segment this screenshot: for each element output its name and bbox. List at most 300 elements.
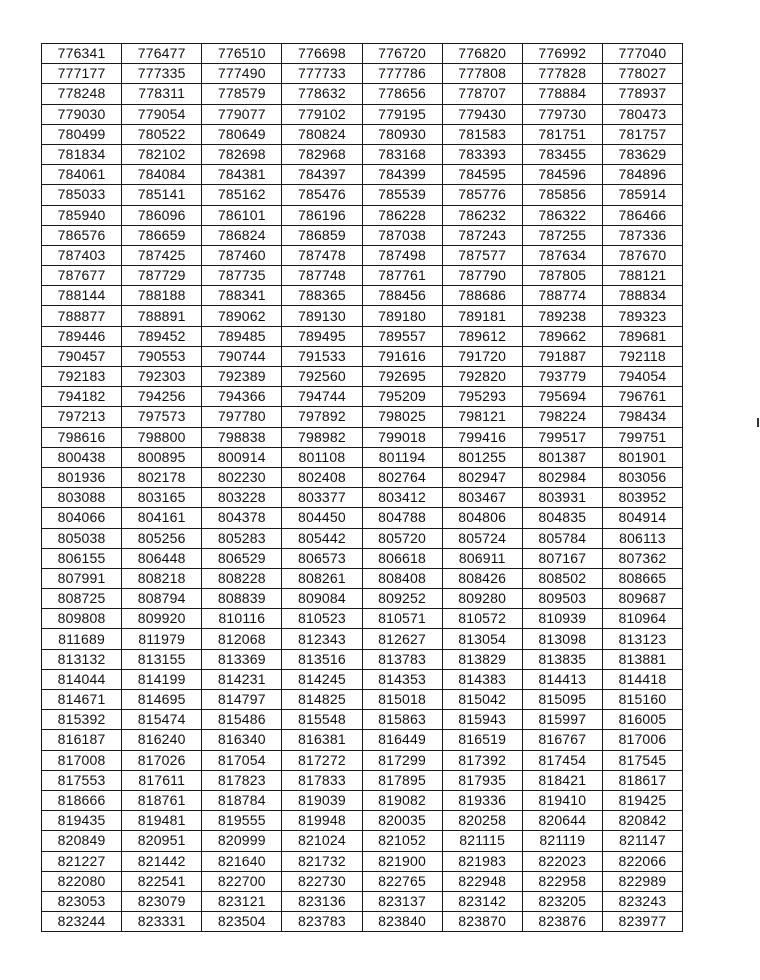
table-cell: 804806 <box>442 508 522 528</box>
table-cell: 822066 <box>602 851 682 871</box>
table-cell: 797780 <box>202 407 282 427</box>
table-row <box>42 770 683 790</box>
table-cell: 798434 <box>602 407 682 427</box>
table-cell: 813098 <box>522 629 602 649</box>
table-cell: 808261 <box>282 568 362 588</box>
table-cell: 813783 <box>362 649 442 669</box>
table-cell: 792303 <box>122 367 202 387</box>
table-row <box>42 912 683 932</box>
table-cell: 802230 <box>202 467 282 487</box>
table-cell: 814383 <box>442 669 522 689</box>
table-cell: 814199 <box>122 669 202 689</box>
table-cell: 817026 <box>122 750 202 770</box>
table-cell: 823504 <box>202 912 282 932</box>
table-cell: 801936 <box>42 467 122 487</box>
table-cell: 787336 <box>602 225 682 245</box>
table-row <box>42 467 683 487</box>
page-edge-mark <box>757 418 759 427</box>
table-cell: 816340 <box>202 730 282 750</box>
table-row <box>42 266 683 286</box>
table-cell: 789557 <box>362 326 442 346</box>
table-cell: 804066 <box>42 508 122 528</box>
table-cell: 789446 <box>42 326 122 346</box>
table-cell: 814231 <box>202 669 282 689</box>
table-cell: 794256 <box>122 387 202 407</box>
table-row <box>42 144 683 164</box>
table-cell: 817823 <box>202 770 282 790</box>
table-cell: 815392 <box>42 710 122 730</box>
table-cell: 784381 <box>202 165 282 185</box>
table-cell: 817272 <box>282 750 362 770</box>
number-table <box>41 43 683 932</box>
table-cell: 807362 <box>602 548 682 568</box>
table-cell: 788341 <box>202 286 282 306</box>
table-cell: 806113 <box>602 528 682 548</box>
table-cell: 801108 <box>282 447 362 467</box>
table-cell: 809503 <box>522 589 602 609</box>
table-row <box>42 528 683 548</box>
table-cell: 815160 <box>602 690 682 710</box>
table-cell: 821900 <box>362 851 442 871</box>
table-cell: 795694 <box>522 387 602 407</box>
table-cell: 817545 <box>602 750 682 770</box>
table-cell: 789495 <box>282 326 362 346</box>
table-cell: 810116 <box>202 609 282 629</box>
table-cell: 809280 <box>442 589 522 609</box>
table-row <box>42 629 683 649</box>
table-cell: 820842 <box>602 811 682 831</box>
table-cell: 793779 <box>522 367 602 387</box>
table-cell: 785940 <box>42 205 122 225</box>
table-cell: 777490 <box>202 64 282 84</box>
table-cell: 817833 <box>282 770 362 790</box>
table-cell: 803952 <box>602 488 682 508</box>
table-cell: 781757 <box>602 124 682 144</box>
table-row <box>42 306 683 326</box>
table-cell: 822989 <box>602 871 682 891</box>
table-cell: 815042 <box>442 690 522 710</box>
table-row <box>42 64 683 84</box>
table-cell: 814353 <box>362 669 442 689</box>
table-cell: 818421 <box>522 770 602 790</box>
table-cell: 787634 <box>522 245 602 265</box>
table-cell: 820849 <box>42 831 122 851</box>
table-cell: 799018 <box>362 427 442 447</box>
table-cell: 789181 <box>442 306 522 326</box>
table-cell: 790457 <box>42 346 122 366</box>
table-cell: 817054 <box>202 750 282 770</box>
table-cell: 817553 <box>42 770 122 790</box>
table-row <box>42 488 683 508</box>
table-cell: 784595 <box>442 165 522 185</box>
table-cell: 821442 <box>122 851 202 871</box>
table-cell: 799751 <box>602 427 682 447</box>
table-cell: 823053 <box>42 891 122 911</box>
table-cell: 819435 <box>42 811 122 831</box>
table-cell: 817392 <box>442 750 522 770</box>
table-cell: 822958 <box>522 871 602 891</box>
table-cell: 813516 <box>282 649 362 669</box>
table-cell: 778027 <box>602 64 682 84</box>
table-cell: 803228 <box>202 488 282 508</box>
table-row <box>42 185 683 205</box>
table-cell: 814695 <box>122 690 202 710</box>
table-cell: 788121 <box>602 266 682 286</box>
table-cell: 781834 <box>42 144 122 164</box>
table-cell: 787403 <box>42 245 122 265</box>
table-cell: 802984 <box>522 467 602 487</box>
table-cell: 792118 <box>602 346 682 366</box>
table-cell: 823137 <box>362 891 442 911</box>
table-cell: 819410 <box>522 790 602 810</box>
table-cell: 822541 <box>122 871 202 891</box>
table-cell: 822023 <box>522 851 602 871</box>
table-cell: 798838 <box>202 427 282 447</box>
table-cell: 779030 <box>42 104 122 124</box>
table-cell: 818761 <box>122 790 202 810</box>
table-cell: 778632 <box>282 84 362 104</box>
table-cell: 803467 <box>442 488 522 508</box>
table-cell: 792820 <box>442 367 522 387</box>
table-cell: 782102 <box>122 144 202 164</box>
table-cell: 804450 <box>282 508 362 528</box>
table-cell: 803165 <box>122 488 202 508</box>
table-cell: 803088 <box>42 488 122 508</box>
table-row <box>42 225 683 245</box>
table-cell: 786659 <box>122 225 202 245</box>
table-cell: 812068 <box>202 629 282 649</box>
table-row <box>42 104 683 124</box>
table-cell: 823079 <box>122 891 202 911</box>
table-cell: 810939 <box>522 609 602 629</box>
table-cell: 797213 <box>42 407 122 427</box>
table-cell: 821052 <box>362 831 442 851</box>
table-cell: 822948 <box>442 871 522 891</box>
table-cell: 788774 <box>522 286 602 306</box>
table-cell: 779102 <box>282 104 362 124</box>
table-cell: 810571 <box>362 609 442 629</box>
table-cell: 821119 <box>522 831 602 851</box>
table-cell: 778884 <box>522 84 602 104</box>
table-cell: 785476 <box>282 185 362 205</box>
table-row <box>42 811 683 831</box>
table-row <box>42 609 683 629</box>
table-cell: 815943 <box>442 710 522 730</box>
table-cell: 785914 <box>602 185 682 205</box>
table-cell: 786824 <box>202 225 282 245</box>
table-cell: 786228 <box>362 205 442 225</box>
table-cell: 789485 <box>202 326 282 346</box>
table-cell: 823121 <box>202 891 282 911</box>
table-cell: 808218 <box>122 568 202 588</box>
table-cell: 802408 <box>282 467 362 487</box>
table-cell: 809920 <box>122 609 202 629</box>
table-cell: 814245 <box>282 669 362 689</box>
table-cell: 816519 <box>442 730 522 750</box>
table-cell: 791887 <box>522 346 602 366</box>
table-cell: 790744 <box>202 346 282 366</box>
table-cell: 781583 <box>442 124 522 144</box>
table-row <box>42 367 683 387</box>
table-cell: 786466 <box>602 205 682 225</box>
table-cell: 777828 <box>522 64 602 84</box>
table-cell: 784896 <box>602 165 682 185</box>
table-cell: 813835 <box>522 649 602 669</box>
table-cell: 821024 <box>282 831 362 851</box>
table-cell: 787255 <box>522 225 602 245</box>
table-cell: 776477 <box>122 44 202 64</box>
table-cell: 809687 <box>602 589 682 609</box>
table-cell: 805784 <box>522 528 602 548</box>
table-cell: 777177 <box>42 64 122 84</box>
table-cell: 787677 <box>42 266 122 286</box>
table-cell: 797573 <box>122 407 202 427</box>
table-row <box>42 84 683 104</box>
table-cell: 798616 <box>42 427 122 447</box>
table-cell: 816187 <box>42 730 122 750</box>
table-cell: 787761 <box>362 266 442 286</box>
table-cell: 804835 <box>522 508 602 528</box>
table-row <box>42 387 683 407</box>
table-cell: 787460 <box>202 245 282 265</box>
table-row <box>42 851 683 871</box>
table-cell: 798224 <box>522 407 602 427</box>
table-cell: 812627 <box>362 629 442 649</box>
table-cell: 786232 <box>442 205 522 225</box>
table-cell: 815863 <box>362 710 442 730</box>
table-cell: 778579 <box>202 84 282 104</box>
table-cell: 820035 <box>362 811 442 831</box>
table-cell: 798982 <box>282 427 362 447</box>
table-cell: 797892 <box>282 407 362 427</box>
table-cell: 803412 <box>362 488 442 508</box>
table-cell: 795209 <box>362 387 442 407</box>
table-cell: 823977 <box>602 912 682 932</box>
table-cell: 784061 <box>42 165 122 185</box>
table-cell: 786576 <box>42 225 122 245</box>
table-cell: 815095 <box>522 690 602 710</box>
table-cell: 814413 <box>522 669 602 689</box>
table-cell: 814825 <box>282 690 362 710</box>
table-row <box>42 44 683 64</box>
table-cell: 814671 <box>42 690 122 710</box>
table-cell: 789612 <box>442 326 522 346</box>
table-row <box>42 165 683 185</box>
table-cell: 792389 <box>202 367 282 387</box>
table-cell: 788686 <box>442 286 522 306</box>
table-cell: 800914 <box>202 447 282 467</box>
table-cell: 801255 <box>442 447 522 467</box>
table-cell: 823876 <box>522 912 602 932</box>
table-cell: 817611 <box>122 770 202 790</box>
table-cell: 817008 <box>42 750 122 770</box>
table-cell: 777335 <box>122 64 202 84</box>
table-cell: 787243 <box>442 225 522 245</box>
table-cell: 798121 <box>442 407 522 427</box>
table-cell: 788891 <box>122 306 202 326</box>
table-cell: 820999 <box>202 831 282 851</box>
table-cell: 787478 <box>282 245 362 265</box>
table-cell: 796761 <box>602 387 682 407</box>
table-row <box>42 447 683 467</box>
table-row <box>42 205 683 225</box>
table-cell: 790553 <box>122 346 202 366</box>
table-cell: 787729 <box>122 266 202 286</box>
table-cell: 785141 <box>122 185 202 205</box>
table-cell: 815474 <box>122 710 202 730</box>
table-cell: 808794 <box>122 589 202 609</box>
table-cell: 816240 <box>122 730 202 750</box>
table-cell: 804378 <box>202 508 282 528</box>
table-cell: 786196 <box>282 205 362 225</box>
table-cell: 808408 <box>362 568 442 588</box>
table-cell: 786322 <box>522 205 602 225</box>
table-cell: 782968 <box>282 144 362 164</box>
table-cell: 787670 <box>602 245 682 265</box>
table-cell: 810523 <box>282 609 362 629</box>
table-cell: 789062 <box>202 306 282 326</box>
table-row <box>42 690 683 710</box>
table-cell: 809808 <box>42 609 122 629</box>
table-cell: 787425 <box>122 245 202 265</box>
table-cell: 776341 <box>42 44 122 64</box>
table-cell: 820644 <box>522 811 602 831</box>
table-cell: 823783 <box>282 912 362 932</box>
table-cell: 784596 <box>522 165 602 185</box>
table-cell: 811979 <box>122 629 202 649</box>
table-cell: 780522 <box>122 124 202 144</box>
table-row <box>42 508 683 528</box>
table-cell: 799517 <box>522 427 602 447</box>
table-cell: 804161 <box>122 508 202 528</box>
table-cell: 807991 <box>42 568 122 588</box>
table-cell: 817935 <box>442 770 522 790</box>
table-cell: 822765 <box>362 871 442 891</box>
table-cell: 798800 <box>122 427 202 447</box>
table-cell: 819082 <box>362 790 442 810</box>
table-cell: 815486 <box>202 710 282 730</box>
table-cell: 801194 <box>362 447 442 467</box>
table-cell: 788188 <box>122 286 202 306</box>
table-cell: 814044 <box>42 669 122 689</box>
table-row <box>42 871 683 891</box>
table-cell: 777808 <box>442 64 522 84</box>
table-cell: 776992 <box>522 44 602 64</box>
table-cell: 817006 <box>602 730 682 750</box>
table-cell: 780649 <box>202 124 282 144</box>
table-cell: 813829 <box>442 649 522 669</box>
table-cell: 786859 <box>282 225 362 245</box>
table-row <box>42 790 683 810</box>
table-cell: 776720 <box>362 44 442 64</box>
table-cell: 800895 <box>122 447 202 467</box>
table-cell: 794744 <box>282 387 362 407</box>
table-cell: 822730 <box>282 871 362 891</box>
table-cell: 791533 <box>282 346 362 366</box>
table-cell: 780499 <box>42 124 122 144</box>
table-row <box>42 326 683 346</box>
table-row <box>42 710 683 730</box>
table-row <box>42 649 683 669</box>
table-cell: 823142 <box>442 891 522 911</box>
table-cell: 813369 <box>202 649 282 669</box>
table-cell: 808502 <box>522 568 602 588</box>
table-cell: 812343 <box>282 629 362 649</box>
table-cell: 792560 <box>282 367 362 387</box>
table-cell: 805720 <box>362 528 442 548</box>
table-cell: 822080 <box>42 871 122 891</box>
table-cell: 785776 <box>442 185 522 205</box>
table-cell: 788144 <box>42 286 122 306</box>
table-cell: 792695 <box>362 367 442 387</box>
table-row <box>42 427 683 447</box>
table-cell: 806911 <box>442 548 522 568</box>
table-cell: 823840 <box>362 912 442 932</box>
table-cell: 779195 <box>362 104 442 124</box>
table-cell: 809084 <box>282 589 362 609</box>
table-row <box>42 669 683 689</box>
table-cell: 784084 <box>122 165 202 185</box>
table-cell: 777786 <box>362 64 442 84</box>
table-cell: 819425 <box>602 790 682 810</box>
table-cell: 811689 <box>42 629 122 649</box>
table-row <box>42 548 683 568</box>
table-cell: 795293 <box>442 387 522 407</box>
table-cell: 787805 <box>522 266 602 286</box>
table-cell: 779430 <box>442 104 522 124</box>
table-cell: 778656 <box>362 84 442 104</box>
table-cell: 810572 <box>442 609 522 629</box>
table-cell: 823136 <box>282 891 362 911</box>
table-cell: 776510 <box>202 44 282 64</box>
table-cell: 800438 <box>42 447 122 467</box>
table-cell: 789238 <box>522 306 602 326</box>
table-cell: 815548 <box>282 710 362 730</box>
table-cell: 778248 <box>42 84 122 104</box>
table-cell: 813054 <box>442 629 522 649</box>
table-cell: 818666 <box>42 790 122 810</box>
table-cell: 819948 <box>282 811 362 831</box>
table-cell: 823243 <box>602 891 682 911</box>
table-cell: 788877 <box>42 306 122 326</box>
table-cell: 806529 <box>202 548 282 568</box>
table-cell: 802178 <box>122 467 202 487</box>
table-cell: 780824 <box>282 124 362 144</box>
table-cell: 782698 <box>202 144 282 164</box>
number-table-body <box>42 44 683 932</box>
table-cell: 787038 <box>362 225 442 245</box>
table-cell: 778937 <box>602 84 682 104</box>
table-cell: 820258 <box>442 811 522 831</box>
table-cell: 799416 <box>442 427 522 447</box>
table-cell: 804788 <box>362 508 442 528</box>
table-cell: 808665 <box>602 568 682 588</box>
table-cell: 817895 <box>362 770 442 790</box>
table-cell: 817454 <box>522 750 602 770</box>
table-cell: 789681 <box>602 326 682 346</box>
table-cell: 791616 <box>362 346 442 366</box>
table-cell: 785033 <box>42 185 122 205</box>
table-cell: 789323 <box>602 306 682 326</box>
table-cell: 776820 <box>442 44 522 64</box>
table-row <box>42 730 683 750</box>
table-cell: 805724 <box>442 528 522 548</box>
table-cell: 785162 <box>202 185 282 205</box>
table-cell: 791720 <box>442 346 522 366</box>
table-cell: 808839 <box>202 589 282 609</box>
table-cell: 783455 <box>522 144 602 164</box>
table-row <box>42 286 683 306</box>
